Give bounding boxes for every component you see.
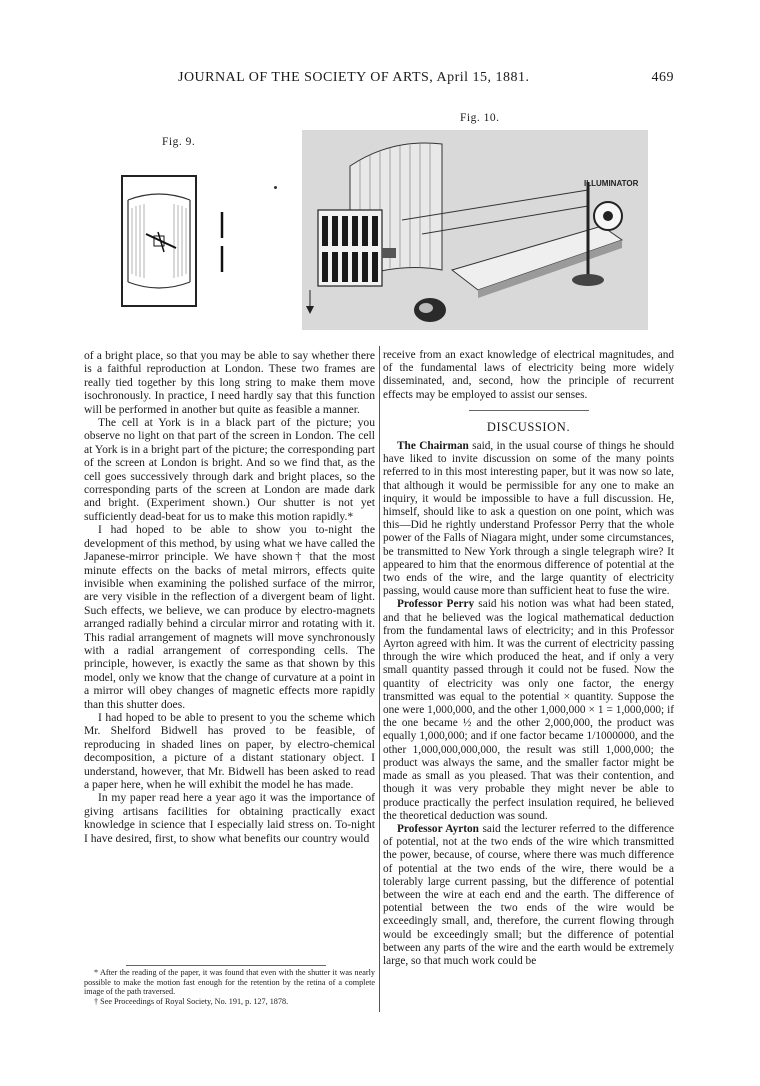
- speaker-ayrton: Professor Ayrton: [397, 822, 479, 835]
- print-speck: [274, 186, 277, 189]
- left-paragraph-5: In my paper read here a year ago it was the importance of giving artisans facilities for obtaining practically exact knowledge in science that I especially laid stress on. To-night I have desired, first, to show what benefits our country would: [84, 791, 375, 845]
- ayrton-text: said the lecturer referred to the difference of potential, not at the two ends of the wire which transmitted the power, because, of course, where there was much difference of potential at the two ends of the wire, there would be a tolerably large current passing, but the difference of potential between the wire at each end and the earth. The difference of potential between the two ends of the wire would be exceedingly small, and, therefore, the current flowing through would be exceedingly small; but the difference of potential between any parts of the wire and the earth would be extremely large, so that much work could be: [383, 822, 674, 967]
- right-column: [383, 349, 674, 968]
- left-paragraph-4: I had hoped to be able to present to you the scheme which Mr. Shelford Bidwell has proved to be feasible, of reproducing in shaded lines on paper, by electro-chemical decomposition, a picture of a distant stationary object. I understand, however, that Mr. Bidwell has been asked to read a paper here, when he will exhibit the model he has made.: [84, 710, 375, 791]
- footnote-1: * After the reading of the paper, it was found that even with the shutter it was nearly possible to make the motion fast enough for the retention by the retina of a complete image of the path traversed.: [84, 968, 375, 997]
- fig10-label: Fig. 10.: [460, 112, 500, 124]
- left-column: [84, 349, 375, 845]
- speaker-perry: Professor Perry: [397, 598, 475, 611]
- journal-title: JOURNAL OF THE SOCIETY OF ARTS, April 15, 1881.: [178, 70, 530, 85]
- chairman-text: said, in the usual course of things he should have liked to invite discussion on some of the many points referred to in this most interesting paper, but it was now so late, that although it would be permissible for any one to make an inquiry, it would be impossible to have a full discussion. He, himself, should like to ask a question on one point, which was this—Did he rightly understand Professor Perry that the whole power of the Falls of Niagara might, under some circumstances, be transmitted to New York through a single telegraph wire? It appeared to him that the enormous difference of potential at the two ends of the wire, and the large quantity of electricity passing, would cause more than sufficient heat to fuse the wire.: [383, 440, 674, 598]
- fig9-shutter-illustration: [118, 172, 242, 310]
- fig10-apparatus-illustration: [302, 130, 648, 330]
- discussion-paragraph-chairman: [383, 440, 674, 598]
- speaker-chairman: The Chairman: [397, 440, 469, 453]
- footnote-2: † See Proceedings of Royal Society, No. 191, p. 127, 1878.: [94, 996, 289, 1006]
- illuminator-label: ILLUMINATOR: [584, 179, 639, 188]
- discussion-heading: DISCUSSION.: [486, 419, 571, 434]
- section-rule: [469, 410, 589, 411]
- discussion-paragraph-perry: [383, 598, 674, 822]
- left-paragraph-2: The cell at York is in a black part of the picture; you observe no light on that part of the screen in London. The cell at York is in a bright part of the picture; the corresponding part of the screen at London is bright. And so we find that, as the cell goes successively through dark and bright places, so the corresponding parts of the screen at London are made dark and bright. (Experiment shown.) Our shutter is not yet sufficiently dead-beat for us to make this motion rapidly.*: [84, 416, 375, 523]
- left-paragraph-1: of a bright place, so that you may be able to say whether there is a faithful reproduction at London. These two frames are really tied together by this long string to make them move isochronously. In practice, I need hardly say that this function will be performed in another but quite as feasible a manner.: [84, 349, 375, 416]
- running-header: [84, 70, 674, 92]
- fig9-label: Fig. 9.: [162, 136, 196, 148]
- footnotes: [84, 968, 375, 1006]
- left-paragraph-3: I had hoped to be able to show you to-night the development of this method, by using what we have called the Japanese-mirror principle. We have shown† that the most minute effects on the backs of metal mirrors, effects quite invisible when examining the polished surface of the mirror, are very visible in the reflection of a divergent beam of light. Such effects, we believe, we can produce by electro-magnets arranged radially behind a circular mirror and rotating with it. This radial arrangement of magnets will move synchronously with a radial arrangement of corresponding cells. The principle, however, is exactly the same as that shown by this model, only we know that the change of curvature at a point in a mirror will obey changes of magnetic effects more rapidly than this shutter does.: [84, 523, 375, 711]
- perry-text: said his notion was what had been stated, and that he believed was the logical mathematical deduction from the fundamental laws of electricity; and in this Professor Ayrton agreed with him. It was the current of electricity passing through the wire which produced the heat, and if only a very small quantity passed through it could not be fused. Now the quantity of electricity was only one factor, the energy transmitted was equal to the potential × quantity. Suppose the one were 1,000,000, and the other 1,000,000 × 1 = 1,000,000; if the one became ½ and the other 2,000,000, the product was equally 1,000,000; and if one factor became 1/1000000, and the other 1,000,000,000,000, the result was still 1,000,000; the product was always the same, and the smaller factor might be made as small as you pleased. That was their contention, and though it was very probable they might never be able to produce practically the perfect insulation required, he believed the theoretical deduction was sound.: [383, 598, 674, 822]
- footnote-rule: [126, 965, 326, 966]
- discussion-paragraph-ayrton: [383, 823, 674, 968]
- page-number: 469: [651, 70, 674, 85]
- right-intro-paragraph: receive from an exact knowledge of electrical magnitudes, and of the fundamental laws of electricity being more widely disseminated, and, second, how the principle of recurrent effects may be employed to assist our senses.: [383, 349, 674, 401]
- column-divider: [379, 346, 380, 1012]
